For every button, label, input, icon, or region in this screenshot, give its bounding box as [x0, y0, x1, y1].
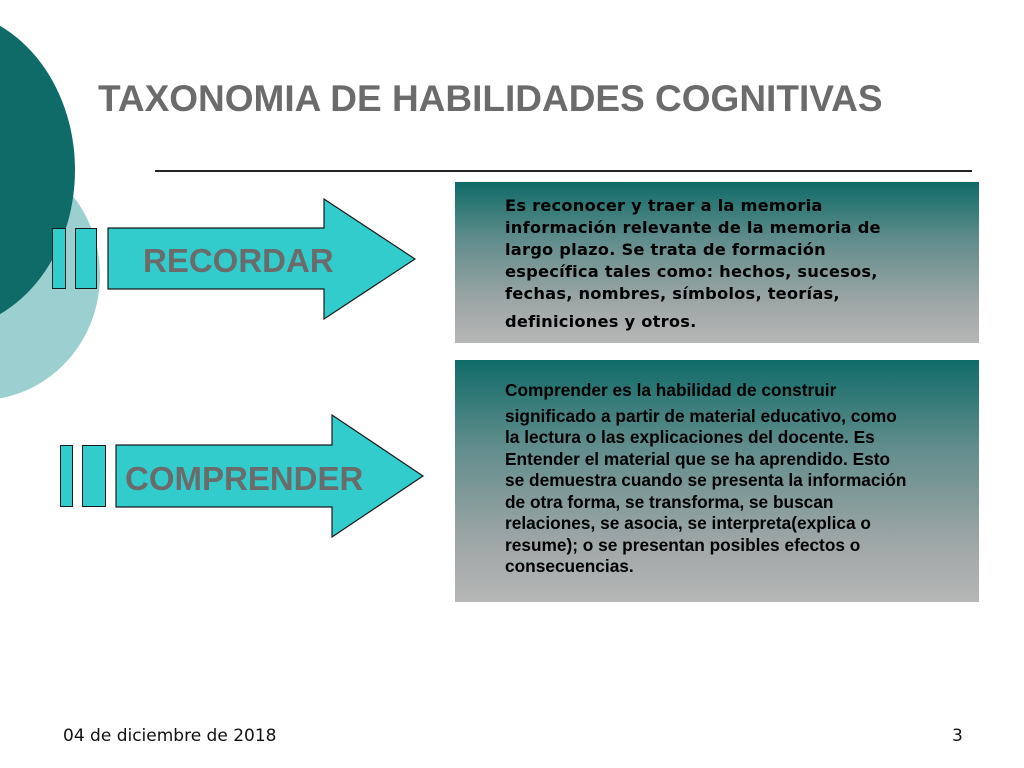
- arrow-tail-bar: [82, 445, 106, 507]
- footer-date: 04 de diciembre de 2018: [63, 726, 277, 746]
- description-line: significado a partir de material educativo, como: [505, 405, 897, 426]
- description-line: relaciones, se asocia, se interpreta(explica o: [505, 513, 871, 533]
- slide-title: TAXONOMIA DE HABILIDADES COGNITIVAS: [98, 78, 883, 119]
- description-line: Entender el material que se ha aprendido. Esto: [505, 448, 891, 469]
- description-line: Comprender es la habilidad de construir: [505, 380, 837, 400]
- description-line: resume); o se presentan posibles efectos o: [505, 534, 861, 555]
- recordar-description-box: [455, 182, 979, 343]
- page-number: 3: [952, 726, 963, 746]
- recordar-label: RECORDAR: [143, 242, 334, 279]
- description-line: información relevante de la memoria de: [505, 218, 881, 237]
- description-line: la lectura o las explicaciones del docente. Es: [505, 427, 875, 447]
- description-line: se demuestra cuando se presenta la información: [505, 470, 907, 490]
- arrow-tail-bar: [52, 228, 66, 289]
- description-line: largo plazo. Se trata de formación: [505, 240, 826, 259]
- description-line: definiciones y otros.: [505, 312, 697, 331]
- arrow-tail-bar: [75, 228, 97, 289]
- description-line: de otra forma, se transforma, se buscan: [505, 491, 834, 512]
- description-line: consecuencias.: [505, 556, 634, 576]
- comprender-description: [505, 380, 906, 578]
- recordar-description: [505, 195, 881, 333]
- arrow-tail-bar: [60, 445, 73, 507]
- description-line: Es reconocer y traer a la memoria: [505, 196, 823, 215]
- comprender-description-box: [455, 360, 979, 602]
- description-line: fechas, nombres, símbolos, teorías,: [505, 284, 840, 303]
- comprender-label: COMPRENDER: [125, 460, 364, 497]
- title-underline: [155, 170, 972, 172]
- description-line: específica tales como: hechos, sucesos,: [505, 262, 878, 281]
